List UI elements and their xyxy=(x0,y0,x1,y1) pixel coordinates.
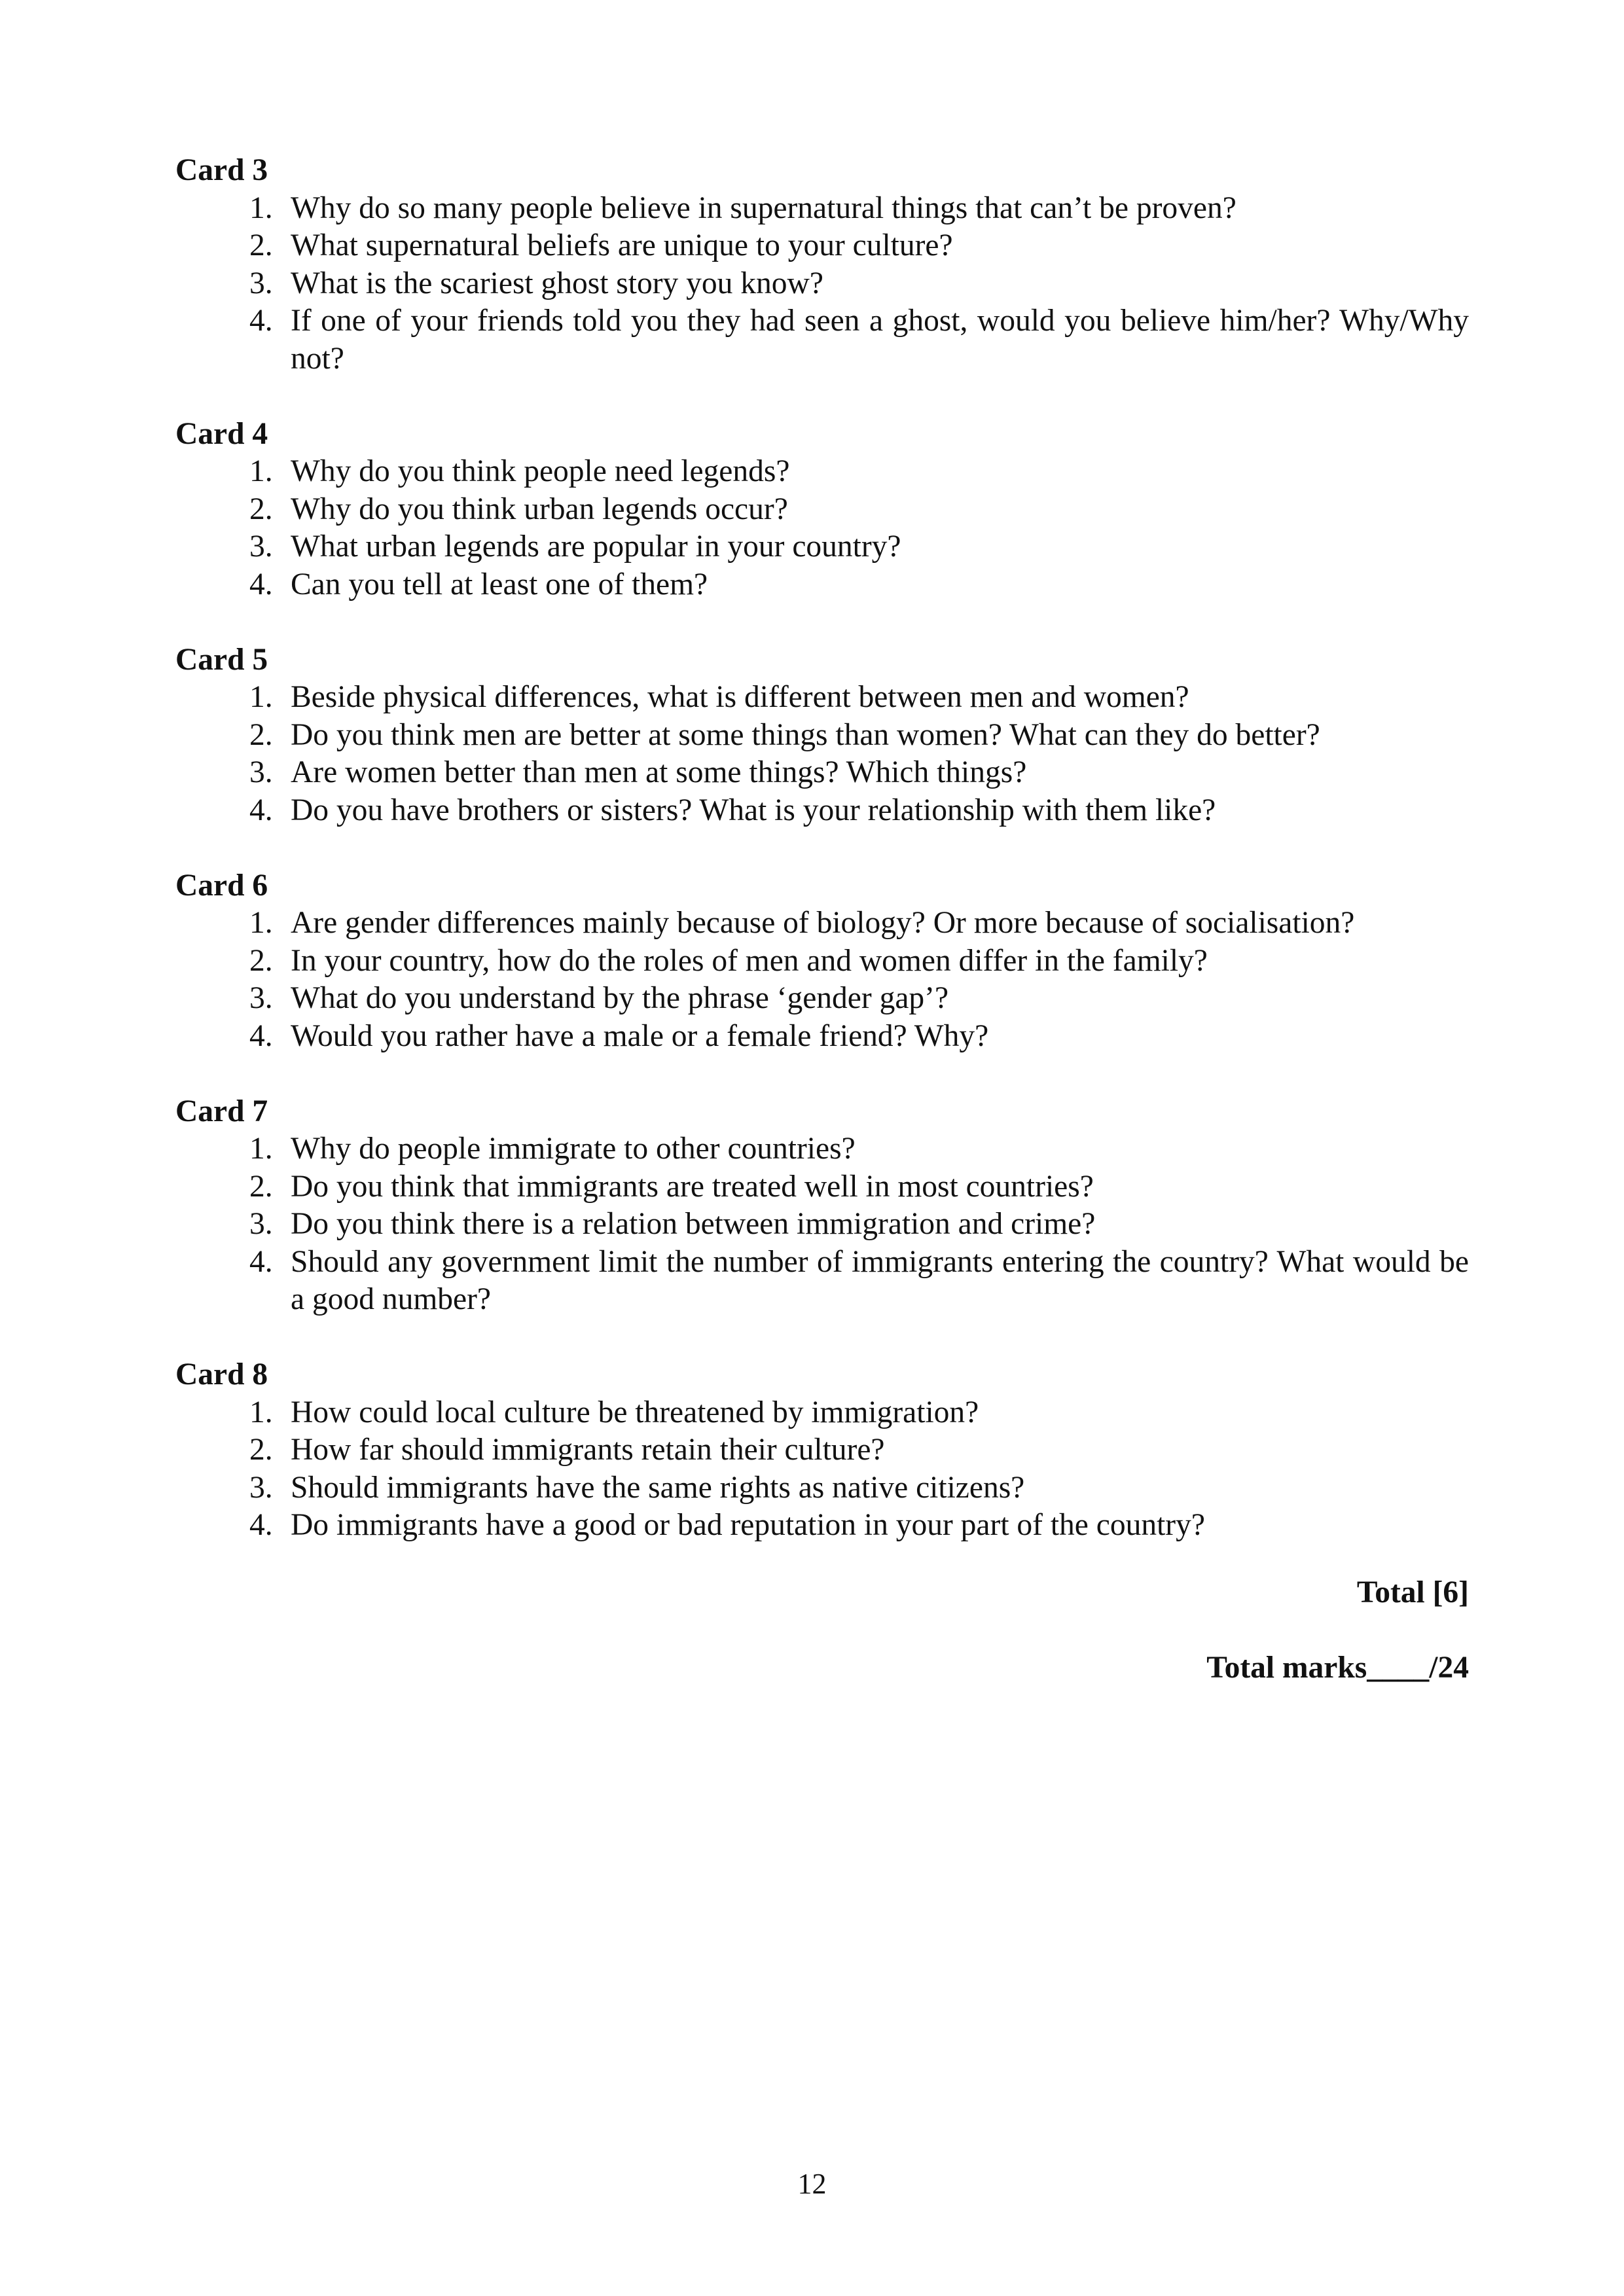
question-text: Do you think that immigrants are treated well in most countries? xyxy=(291,1169,1094,1204)
question-text: How far should immigrants retain their culture? xyxy=(291,1433,885,1467)
question-number: 2. xyxy=(249,228,273,262)
question-number: 2. xyxy=(249,492,273,526)
document-body xyxy=(175,152,1469,1582)
question-number: 3. xyxy=(249,755,273,789)
question-number: 2. xyxy=(249,717,273,752)
question-item xyxy=(175,1206,1469,1244)
question-item xyxy=(175,227,1469,265)
question-text: Do you think men are better at some things than women? What can they do better? xyxy=(291,717,1320,752)
card-6 xyxy=(175,867,1469,1056)
question-item xyxy=(175,905,1469,942)
question-text: Why do people immigrate to other countries? xyxy=(291,1132,856,1166)
question-item xyxy=(175,190,1469,228)
question-number: 3. xyxy=(249,266,273,300)
page-number: 12 xyxy=(797,2168,827,2200)
question-text: Beside physical differences, what is different between men and women? xyxy=(291,680,1189,714)
question-item xyxy=(175,566,1469,604)
question-item xyxy=(175,1431,1469,1469)
question-list xyxy=(175,679,1469,829)
card-title: Card 4 xyxy=(175,416,268,451)
question-item xyxy=(175,1130,1469,1168)
question-item xyxy=(175,1168,1469,1206)
question-text: Should any government limit the number of immigrants entering the country? What would be a good number? xyxy=(291,1244,1469,1316)
question-text: Why do you think urban legends occur? xyxy=(291,492,788,526)
question-number: 3. xyxy=(249,1207,273,1241)
question-number: 1. xyxy=(249,680,273,714)
question-text: Are gender differences mainly because of biology? Or more because of socialisation? xyxy=(291,906,1355,940)
question-number: 3. xyxy=(249,1470,273,1505)
question-list xyxy=(175,905,1469,1055)
question-item xyxy=(175,1394,1469,1432)
question-text: What supernatural beliefs are unique to your culture? xyxy=(291,228,953,262)
question-text: How could local culture be threatened by immigration? xyxy=(291,1395,979,1429)
question-number: 4. xyxy=(249,304,273,338)
question-text: Would you rather have a male or a female friend? Why? xyxy=(291,1018,989,1053)
question-text: Why do you think people need legends? xyxy=(291,454,790,488)
card-3 xyxy=(175,152,1469,378)
card-7 xyxy=(175,1093,1469,1319)
question-text: Why do so many people believe in supernatural things that can’t be proven? xyxy=(291,190,1236,225)
card-title: Card 6 xyxy=(175,868,268,903)
question-text: Are women better than men at some things? Which things? xyxy=(291,755,1027,789)
question-item xyxy=(175,528,1469,566)
question-item xyxy=(175,792,1469,830)
question-number: 2. xyxy=(249,1169,273,1204)
question-text: What urban legends are popular in your country? xyxy=(291,529,901,564)
question-number: 1. xyxy=(249,906,273,940)
question-list xyxy=(175,190,1469,378)
question-item xyxy=(175,302,1469,378)
question-number: 4. xyxy=(249,567,273,601)
section-total: Total [6] xyxy=(1356,1575,1469,1609)
card-title: Card 3 xyxy=(175,153,268,187)
card-title: Card 8 xyxy=(175,1357,268,1391)
question-item xyxy=(175,1018,1469,1056)
question-item xyxy=(175,491,1469,529)
question-item xyxy=(175,942,1469,980)
question-item xyxy=(175,980,1469,1018)
question-item xyxy=(175,754,1469,792)
card-title: Card 5 xyxy=(175,642,268,677)
question-list xyxy=(175,453,1469,603)
card-8 xyxy=(175,1356,1469,1545)
question-number: 1. xyxy=(249,1395,273,1429)
card-title: Card 7 xyxy=(175,1094,268,1128)
question-item xyxy=(175,1244,1469,1319)
question-number: 1. xyxy=(249,454,273,488)
question-number: 3. xyxy=(249,981,273,1015)
question-number: 4. xyxy=(249,1018,273,1053)
question-item xyxy=(175,1469,1469,1507)
question-text: Should immigrants have the same rights as native citizens? xyxy=(291,1470,1025,1505)
question-text: Do immigrants have a good or bad reputation in your part of the country? xyxy=(291,1508,1205,1542)
question-number: 4. xyxy=(249,1508,273,1542)
card-5 xyxy=(175,641,1469,830)
question-number: 4. xyxy=(249,793,273,827)
question-number: 1. xyxy=(249,190,273,225)
question-number: 3. xyxy=(249,529,273,564)
question-text: What is the scariest ghost story you know? xyxy=(291,266,823,300)
question-number: 2. xyxy=(249,1433,273,1467)
question-list xyxy=(175,1130,1469,1319)
card-4 xyxy=(175,416,1469,604)
question-text: If one of your friends told you they had seen a ghost, would you believe him/her? Why/Why not? xyxy=(291,304,1469,376)
question-text: Do you have brothers or sisters? What is your relationship with them like? xyxy=(291,793,1216,827)
question-number: 2. xyxy=(249,943,273,978)
question-text: Can you tell at least one of them? xyxy=(291,567,708,601)
question-text: In your country, how do the roles of men and women differ in the family? xyxy=(291,943,1208,978)
question-item xyxy=(175,453,1469,491)
question-item xyxy=(175,717,1469,755)
question-number: 1. xyxy=(249,1132,273,1166)
question-item xyxy=(175,265,1469,303)
question-item xyxy=(175,1507,1469,1545)
question-item xyxy=(175,679,1469,717)
question-text: Do you think there is a relation between immigration and crime? xyxy=(291,1207,1096,1241)
question-list xyxy=(175,1394,1469,1545)
total-marks: Total marks____/24 xyxy=(1206,1651,1469,1685)
question-text: What do you understand by the phrase ‘gender gap’? xyxy=(291,981,949,1015)
question-number: 4. xyxy=(249,1244,273,1279)
